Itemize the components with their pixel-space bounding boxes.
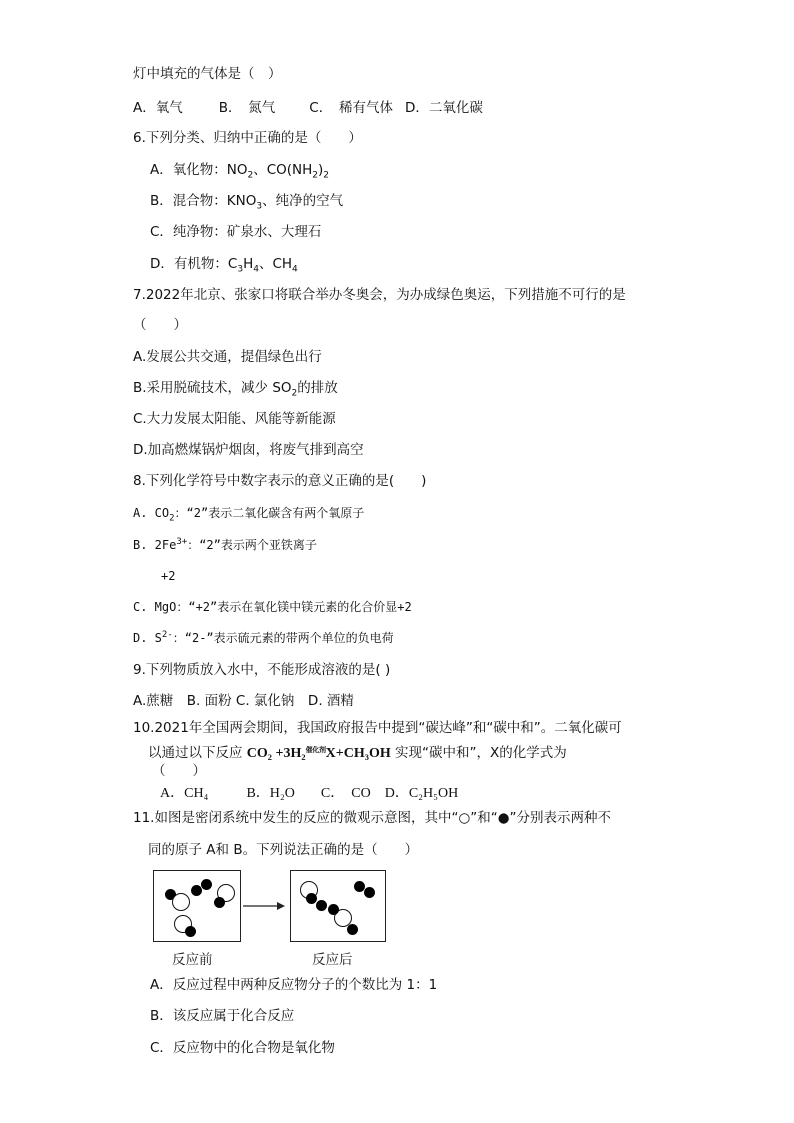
q6-option-c: C．纯净物：矿泉水、大理石 — [150, 224, 322, 240]
q10-paren: （ ） — [152, 763, 206, 779]
q10-equation-left: CO₂ +3H₂ — [246, 746, 306, 761]
q10-option-a: A．CH₄ — [160, 786, 209, 801]
black-atom — [191, 885, 202, 896]
q10-equation-right: X+CH₃OH — [325, 746, 391, 761]
black-atom — [185, 926, 196, 937]
q7-option-d: D.加高燃煤锅炉烟囱，将废气排到高空 — [133, 442, 364, 458]
q10-option-c: C． CO — [320, 786, 371, 801]
q7-option-a: A.发展公共交通，提倡绿色出行 — [133, 349, 322, 365]
q11-option-c: C．反应物中的化合物是氧化物 — [150, 1040, 335, 1056]
q7-paren: （ ） — [133, 317, 187, 333]
reaction-arrow-icon — [241, 900, 287, 912]
q7-option-c: C.大力发展太阳能、风能等新能源 — [133, 411, 336, 427]
q10-option-d: D．C₂H₅OH — [384, 786, 459, 801]
q10-options — [160, 784, 458, 804]
q8-valence-mark: +2 — [161, 569, 176, 583]
q8-option-b: B. $2Fe^{3+}$：“2”表示两个亚铁离子 — [133, 537, 317, 552]
q6-option-d: D．有机物：$C_3H_4$、$CH_4$ — [150, 256, 298, 275]
q5-stem: 灯中填充的气体是（ ） — [133, 66, 282, 82]
white-atom — [172, 893, 190, 911]
q5-option-a: A．氧气 — [133, 100, 183, 116]
q10-equation-condition: 催化剂 — [305, 746, 326, 754]
q5-option-b: B． 氮气 — [218, 100, 276, 116]
q8-option-c: C. MgO：“+2”表示在氧化镁中镁元素的化合价显+2 — [133, 600, 412, 614]
q8-option-d: D. $S^{2-}$：“2-”表示硫元素的带两个单位的负电荷 — [133, 630, 394, 645]
q6-stem: 6.下列分类、归纳中正确的是（ ） — [133, 130, 362, 146]
q5-option-c: C． 稀有气体 — [309, 100, 393, 116]
diagram-before-box — [153, 870, 241, 942]
black-atom — [347, 924, 358, 935]
black-atom — [201, 879, 212, 890]
q10-line2: 以通过以下反应 CO₂ +3H₂$^{催化剂}$X+CH₃OH 实现“碳中和”，X的化学式为 — [148, 745, 567, 761]
black-atom — [316, 900, 327, 911]
q7-option-b: B.采用脱硫技术，减少 $SO_2$的排放 — [133, 380, 338, 399]
q8-stem: 8.下列化学符号中数字表示的意义正确的是( ) — [133, 473, 427, 489]
q11-line2: 同的原子 A和 B。下列说法正确的是（ ） — [148, 842, 419, 858]
q11-option-a: A．反应过程中两种反应物分子的个数比为 1：1 — [150, 977, 438, 993]
q6-option-b: B．混合物：$KNO_3$、纯净的空气 — [150, 193, 344, 212]
diagram-after-box — [290, 870, 386, 942]
caption-before: 反应前 — [172, 952, 213, 968]
q11-line1: 11.如图是密闭系统中发生的反应的微观示意图，其中“○”和“●”分别表示两种不 — [133, 810, 612, 826]
q9-options: A.蔗糖 B. 面粉 C. 氯化钠 D. 酒精 — [133, 693, 354, 709]
black-atom — [364, 887, 375, 898]
q5-options — [133, 98, 483, 118]
q5-option-d: D．二氧化碳 — [404, 100, 483, 116]
black-atom — [328, 904, 339, 915]
q11-option-b: B．该反应属于化合反应 — [150, 1008, 295, 1024]
caption-after: 反应后 — [312, 952, 353, 968]
q8-option-a: A. $CO_2$：“2”表示二氧化碳含有两个氧原子 — [133, 506, 365, 524]
q10-line1: 10.2021年全国两会期间，我国政府报告中提到“碳达峰”和“碳中和”。二氧化碳可 — [133, 720, 622, 736]
q7-stem: 7.2022年北京、张家口将联合举办冬奥会，为办成绿色奥运，下列措施不可行的是 — [133, 287, 626, 303]
q9-stem: 9.下列物质放入水中，不能形成溶液的是( ) — [133, 662, 391, 678]
q6-option-a: A．氧化物：$NO_2$、$CO(NH_2)_2$ — [150, 162, 330, 181]
q10-option-b: B．H₂O — [246, 786, 295, 801]
black-atom — [214, 897, 225, 908]
black-atom — [306, 893, 317, 904]
